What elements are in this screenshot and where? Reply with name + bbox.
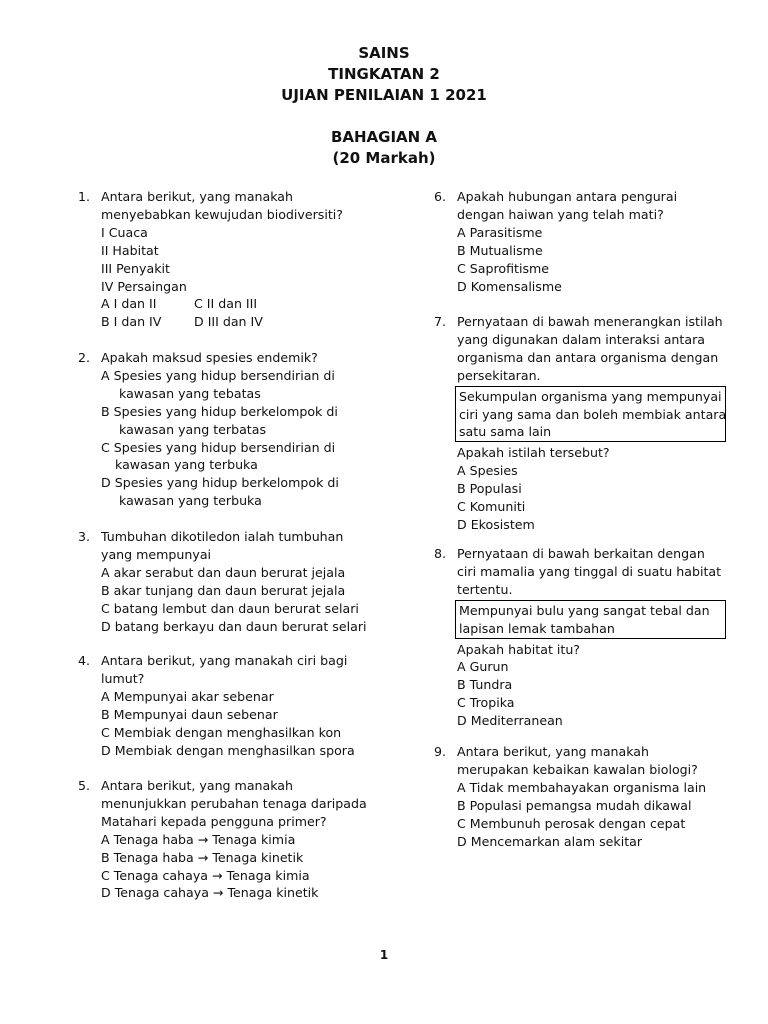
answer-option: D Membiak dengan menghasilkan spora	[101, 742, 355, 758]
question-stem: Apakah hubungan antara pengurai	[457, 189, 678, 204]
answer-option: B akar tunjang dan daun berurat jejala	[101, 582, 346, 598]
answer-option: A akar serabut dan daun berurat jejala	[101, 564, 346, 580]
question-number: 7.	[434, 314, 447, 329]
list-item: II Habitat	[101, 242, 159, 258]
answer-option: A Parasitisme	[457, 224, 543, 240]
question-stem: Antara berikut, yang manakah	[101, 778, 294, 793]
answer-option: D batang berkayu dan daun berurat selari	[101, 618, 367, 634]
statement-line: ciri yang sama dan boleh membiak antara	[459, 406, 727, 422]
answer-option-cont: kawasan yang terbatas	[119, 421, 267, 437]
answer-option: C II dan III	[194, 296, 258, 312]
answer-option: A Tidak membahayakan organisma lain	[457, 779, 707, 795]
answer-option-cont: kawasan yang terbuka	[119, 493, 262, 509]
statement-box	[455, 600, 726, 639]
question-number: 9.	[434, 744, 447, 759]
answer-option-cont: kawasan yang terbuka	[115, 457, 258, 473]
answer-option: C batang lembut dan daun berurat selari	[101, 600, 359, 616]
answer-option: B Mutualisme	[457, 242, 543, 258]
exam-title: UJIAN PENILAIAN 1 2021	[281, 86, 487, 104]
section-marks: (20 Markah)	[332, 149, 436, 167]
question-stem: dengan haiwan yang telah mati?	[457, 206, 664, 222]
answer-option: B Tundra	[457, 677, 513, 693]
question-number: 2.	[78, 350, 91, 365]
answer-option: C Komuniti	[457, 499, 526, 515]
answer-option: D Mediterranean	[457, 713, 563, 729]
answer-option: A Mempunyai akar sebenar	[101, 688, 274, 704]
answer-option: D Spesies yang hidup berkelompok di	[101, 475, 339, 491]
answer-option: A Spesies	[457, 463, 518, 479]
answer-option: B Populasi pemangsa mudah dikawal	[457, 797, 692, 813]
question-ask: Apakah habitat itu?	[457, 641, 580, 657]
question-number: 3.	[78, 529, 91, 544]
question-stem: Matahari kepada pengguna primer?	[101, 813, 327, 829]
question-stem: Pernyataan di bawah menerangkan istilah	[457, 314, 723, 329]
answer-option: A Tenaga haba → Tenaga kimia	[101, 831, 296, 847]
answer-option: C Tropika	[457, 695, 515, 711]
question-number: 5.	[78, 778, 91, 793]
answer-option: A I dan II	[101, 296, 157, 312]
subject-title: SAINS	[358, 44, 410, 62]
answer-option: D Tenaga cahaya → Tenaga kinetik	[101, 885, 319, 901]
question-stem: organisma dan antara organisma dengan	[457, 349, 719, 365]
question-stem: menyebabkan kewujudan biodiversiti?	[101, 206, 343, 222]
answer-option: C Membiak dengan menghasilkan kon	[101, 724, 342, 740]
question-stem: yang mempunyai	[101, 546, 212, 562]
answer-option-cont: kawasan yang tebatas	[119, 385, 261, 401]
answer-option: B Mempunyai daun sebenar	[101, 706, 278, 722]
statement-box	[455, 386, 726, 443]
answer-option: C Membunuh perosak dengan cepat	[457, 815, 686, 831]
question-number: 6.	[434, 189, 447, 204]
answer-option: D Mencemarkan alam sekitar	[457, 833, 643, 849]
answer-option: B Tenaga haba → Tenaga kinetik	[101, 849, 304, 865]
statement-line: satu sama lain	[459, 424, 552, 440]
answer-option: B Populasi	[457, 481, 522, 497]
question-stem: merupakan kebaikan kawalan biologi?	[457, 761, 698, 777]
answer-option: C Tenaga cahaya → Tenaga kimia	[101, 867, 310, 883]
question-stem: Antara berikut, yang manakah ciri bagi	[101, 653, 348, 668]
answer-option: C Spesies yang hidup bersendirian di	[101, 439, 336, 455]
answer-option: C Saprofitisme	[457, 260, 550, 276]
answer-option: B Spesies yang hidup berkelompok di	[101, 403, 338, 419]
question-ask: Apakah istilah tersebut?	[457, 445, 610, 461]
answer-option: A Spesies yang hidup bersendirian di	[101, 367, 335, 383]
answer-option: D Komensalisme	[457, 278, 562, 294]
question-stem: persekitaran.	[457, 367, 541, 383]
question-stem: Tumbuhan dikotiledon ialah tumbuhan	[101, 529, 344, 544]
question-number: 1.	[78, 189, 91, 204]
list-item: I Cuaca	[101, 224, 148, 240]
statement-line: lapisan lemak tambahan	[459, 620, 615, 636]
section-title: BAHAGIAN A	[330, 128, 438, 146]
question-stem: lumut?	[101, 670, 145, 686]
question-stem: Antara berikut, yang manakah	[101, 189, 294, 204]
statement-line: Sekumpulan organisma yang mempunyai	[459, 388, 722, 404]
question-stem: yang digunakan dalam interaksi antara	[457, 331, 705, 347]
question-stem: menunjukkan perubahan tenaga daripada	[101, 795, 367, 811]
question-stem: Antara berikut, yang manakah	[457, 744, 650, 759]
statement-line: Mempunyai bulu yang sangat tebal dan	[459, 602, 710, 618]
answer-option: D III dan IV	[194, 314, 263, 330]
answer-option: A Gurun	[457, 659, 509, 675]
question-stem: tertentu.	[457, 581, 513, 597]
question-stem: Apakah maksud spesies endemik?	[101, 350, 318, 365]
answer-option: B I dan IV	[101, 314, 162, 330]
question-number: 4.	[78, 653, 91, 668]
page-number: 1	[379, 948, 389, 962]
list-item: IV Persaingan	[101, 278, 187, 294]
question-stem: ciri mamalia yang tinggal di suatu habitat	[457, 563, 722, 579]
form-level: TINGKATAN 2	[328, 65, 440, 83]
question-number: 8.	[434, 546, 447, 561]
question-stem: Pernyataan di bawah berkaitan dengan	[457, 546, 705, 561]
answer-option: D Ekosistem	[457, 516, 535, 532]
list-item: III Penyakit	[101, 260, 170, 276]
